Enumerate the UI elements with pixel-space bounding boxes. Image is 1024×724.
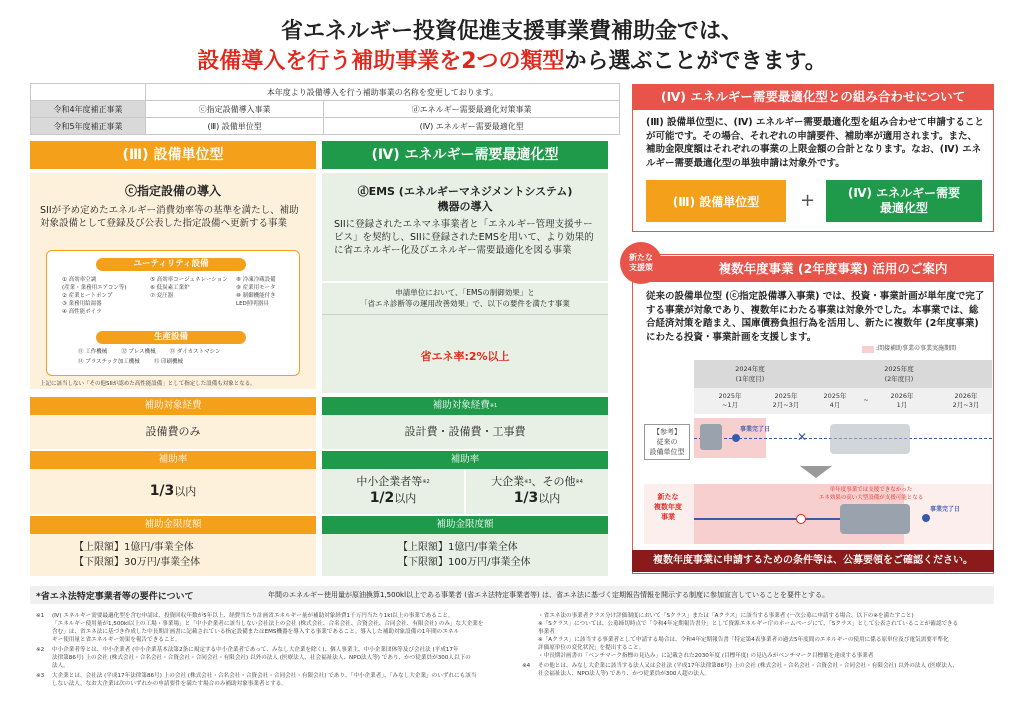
- type3-rate-label: 補助率: [30, 451, 316, 469]
- type3-header: (Ⅲ) 設備単位型: [30, 141, 316, 169]
- type4-limit-label: 補助金限度額: [322, 516, 608, 534]
- program-name-table: [30, 83, 620, 135]
- completion-marker: [732, 434, 740, 442]
- production-equipment-title: 生産設備: [96, 331, 246, 344]
- type3-limit-label: 補助金限度額: [30, 516, 316, 534]
- utility-list-col3: ⑧ 冷凍冷蔵設備 ⑨ 産業用モータ ⑩ 制御機能付き LED照明器具: [236, 277, 276, 307]
- production-list-row2: ⑭ プラスチック加工機械 ⑮ 印刷機械: [78, 359, 184, 365]
- multiyear-body: 従来の設備単位型 (ⓒ指定設備導入事業) では、投資・事業計画が単年度で完了する事業が対象であり、複数年にわたる事業は対象外でした。本事業では、総合経済対策を踏まえ、国庫債務負担行為を活用し、新たに複数年 (2年度事業) にわたる投資・事業計画を支援します。: [646, 291, 985, 343]
- utility-list-col1: ① 高効率空調 (産業・業務用エアコン等) ② 産業ヒートポンプ ③ 業務用給湯器 ④ 高性能ボイラ: [62, 277, 127, 315]
- type3-limit-values: 【上限額】1億円/事業全体 【下限額】30万円/事業全体: [74, 542, 201, 568]
- equipment-note: 上記に該当しない「その他SIIが認めた高性能設備」として指定した設備も対象となる。: [40, 381, 256, 387]
- type4-header: (Ⅳ) エネルギー需要最適化型: [322, 141, 608, 169]
- new-support-badge: 新たな 支援策: [620, 242, 662, 284]
- period-4: 2026年 1月: [890, 392, 914, 409]
- type4-chip: (Ⅳ) エネルギー需要 最適化型: [826, 180, 982, 222]
- table-row-label: 令和4年度補正事業: [31, 101, 146, 118]
- period-tilde: ~: [863, 396, 869, 404]
- utility-list-col2: ⑤ 高効率コージェネレーション ⑥ 低炭素工業炉 ⑦ 変圧器: [150, 277, 228, 299]
- title-highlight: 設備導入を行う補助事業を2つの類型: [197, 49, 565, 74]
- special-requirements-text: 年間のエネルギー使用量が原油換算1,500kl以上である事業者 (省エネ法特定事業者等) は、省エネ法に基づく定期報告情報を開示する制度に参加宣言していることを要件とする。: [268, 591, 829, 599]
- type3-cost-value: 設備費のみ: [30, 415, 316, 449]
- table-row-label: 令和5年度補正事業: [31, 118, 146, 135]
- name-change-notice: 本年度より設備導入を行う補助事業の名称を変更しております。: [146, 84, 620, 101]
- year-2025: 2025年度 (2年度目): [884, 365, 914, 383]
- period-5: 2026年 2月~3月: [952, 392, 980, 409]
- large-equipment-icon: [830, 424, 910, 454]
- table-cell: (Ⅲ) 設備単位型: [146, 118, 324, 135]
- special-requirements-label: *省エネ法特定事業者等の要件について: [36, 592, 194, 602]
- type4-rate-sme-text: 中小企業者等$^{※2}$ 1/2以内: [356, 475, 430, 506]
- type4-cost-label: 補助対象経費$^{※1}$: [322, 397, 608, 415]
- conventional-row-label: 【参考】 従来の 設備単位型: [644, 424, 690, 460]
- multiyear-header: 複数年度事業 (2年度事業) 活用のご案内: [632, 256, 994, 282]
- completion-marker: [922, 514, 930, 522]
- year-boundary-marker: [796, 514, 806, 524]
- type4-limit-values: 【上限額】1億円/事業全体 【下限額】100万円/事業全体: [398, 542, 531, 568]
- equipment-icon: [700, 424, 722, 450]
- page-title-line2: [0, 44, 1024, 75]
- type3-cost-label: 補助対象経費: [30, 397, 316, 415]
- plus-sign: +: [800, 190, 816, 211]
- period-2: 2025年 2月~3月: [772, 392, 800, 409]
- table-cell: ⓓエネルギー需要最適化対策事業: [324, 101, 620, 118]
- combination-header: (Ⅳ) エネルギー需要最適化型との組み合わせについて: [632, 84, 994, 110]
- type4-rate-label: 補助率: [322, 451, 608, 469]
- completion-label-1: 事業完了日: [740, 426, 771, 433]
- multiyear-footer: 複数年度事業に申請するための条件等は、公募要領をご確認ください。: [632, 550, 994, 572]
- combination-body: (Ⅲ) 設備単位型に、(Ⅳ) エネルギー需要最適化型を組み合わせて申請することが可能です。その場合、それぞれの申請要件、補助率が適用されます。また、補助金限度額はそれぞれの事業の上限金額の合計となります。なお、(Ⅳ) エネルギー需要最適化型の単独申請は対象外です。: [646, 117, 984, 169]
- divider: [322, 314, 608, 315]
- type4-requirement-text: 申請単位において、「EMSの制御効果」と 「省エネ診断等の運用改善効果」で、以下の要件を満たす事業: [360, 288, 570, 308]
- legend-swatch: [862, 346, 874, 353]
- page-title-line1: 省エネルギー投資促進支援事業費補助金では、: [280, 19, 743, 44]
- table-cell: ⓒ指定設備導入事業: [146, 101, 324, 118]
- down-arrow-icon: [800, 466, 832, 478]
- footnotes-right: ・省エネ法の事業者クラス分け評価制度において「Sクラス」または「Aクラス」に該当する事業者 (一次公募に申請する場合、以下の※を満たすこと) ※「Sクラス」については、公募締切時点で「令和4年定期報告書分」として資源エネルギー庁のホームページにて、「Sクラス」として公表されていることが確認できる 事業者 ※「Aクラス」に該当する事業者として申請する場合は、令和4年定期報告書「特定第4表事業者の過去5年度間のエネルギーの使用に係る原単位及び電気需要平準化 評価原単位の変化状況」を提出すること。 ・中長期計画書の「ベンチマーク指標の見込み」に記載された2030年度 (目標年度) の見込みがベンチマーク目標値を達成する事業者 ※4 その他とは、みなし大企業に該当する法人又は会社法 (平成17年法律第86号) 上の会社 (株式会社・合名会社・合資会社・合同会社・有限会社) 以外の法人 (医療法人、 社会福祉法人、NPO法人等) であり、かつ従業員が300人超の法人。: [522, 613, 959, 677]
- year-2024: 2024年度 (1年度目): [735, 365, 765, 383]
- table-cell: (Ⅳ) エネルギー需要最適化型: [324, 118, 620, 135]
- type4-description: SIIに登録されたエネマネ事業者と「エネルギー管理支援サービス」を契約し、SIIに登録されたEMSを用いて、より効果的に省エネルギー化及びエネルギー需要最適化を図る事業: [334, 219, 594, 256]
- type4-subhead-line2: 機器の導入: [437, 200, 493, 213]
- type3-description: SIIが予め定めたエネルギー消費効率等の基準を満たし、補助対象設備として登録及び公表した指定設備へ更新する事業: [40, 205, 299, 229]
- period-1: 2025年 ~1月: [718, 392, 742, 409]
- type4-subhead-line1: ⓓEMS (エネルギーマネジメントシステム): [357, 185, 573, 198]
- large-equipment-icon: [840, 504, 910, 534]
- period-3: 2025年 4月: [823, 392, 847, 409]
- type3-subhead: ⓒ指定設備の導入: [124, 184, 221, 198]
- completion-label-2: 事業完了日: [930, 506, 961, 513]
- type3-rate-value: 1/3以内: [30, 469, 316, 514]
- production-list-row1: ⑪ 工作機械 ⑫ プレス機械 ⑬ ダイカストマシン: [78, 349, 221, 355]
- type4-rate-large-text: 大企業$^{※3}$、その他$^{※4}$ 1/3以内: [491, 475, 583, 506]
- type4-cost-value: 設計費・設備費・工事費: [322, 415, 608, 449]
- cross-mark-icon: ✕: [797, 430, 808, 444]
- multiyear-row-label: 新たな 複数年度 事業: [654, 493, 682, 521]
- legend-label: :間接補助事業の事業実施期間: [876, 345, 957, 352]
- type3-chip: (Ⅲ) 設備単位型: [646, 180, 786, 222]
- callout-text: 単年度事業では支援できなかった エネ効果の高い大型設備が支援可能となる: [818, 487, 924, 501]
- energy-saving-rate-requirement: 省エネ率:2%以上: [420, 350, 510, 363]
- title-rest: から選ぶことができます。: [564, 49, 827, 74]
- utility-equipment-title: ユーティリティ設備: [96, 258, 246, 271]
- footnotes-left: ※1 (Ⅳ) エネルギー需要最適化型を含む申請は、投資回収年数が5年以上、経費当たり計画省エネルギー量が補助対象経費1千万円当たり1kl以上の事業であること。 「エネルギー使用量が1,500kl以上の工場・事業場」と「中小企業者に該当しない会社法上の会社 (株式会社、合名会社、合資会社、合同会社、有限会社) のみ」な大企業を 含む」は、省エネ法に基づき作成した中長期計画書に記載されている指定設備またはEMS機器を導入する事業であること。導入した補助対象設備の1年間のエネル ギー使用量と省エネルギー効果を報告できること。 ※2 中小企業者等とは、中小企業者 (中小企業基本法第2条に規定する中小企業者であって、みなし大企業を除く)、個人事業主、中小企業団体等及び会社法 (平成17年 法律第86号) 上の会社 (株式会社・合名会社・合資会社・合同会社・有限会社) 以外の法人 (医療法人、社会福祉法人、NPO法人等) であり、かつ従業員が300人以下の 法人。 ※3 大企業とは、会社法 (平成17年法律第86号) 上の会社 (株式会社・合名会社・合資会社・合同会社・有限会社) であり、「中小企業者」、「みなし大企業」のいずれにも該当 しない法人。なお大企業は次のいずれかの申請要件を満たす場合のみ補助対象事業者とする。: [36, 613, 484, 687]
